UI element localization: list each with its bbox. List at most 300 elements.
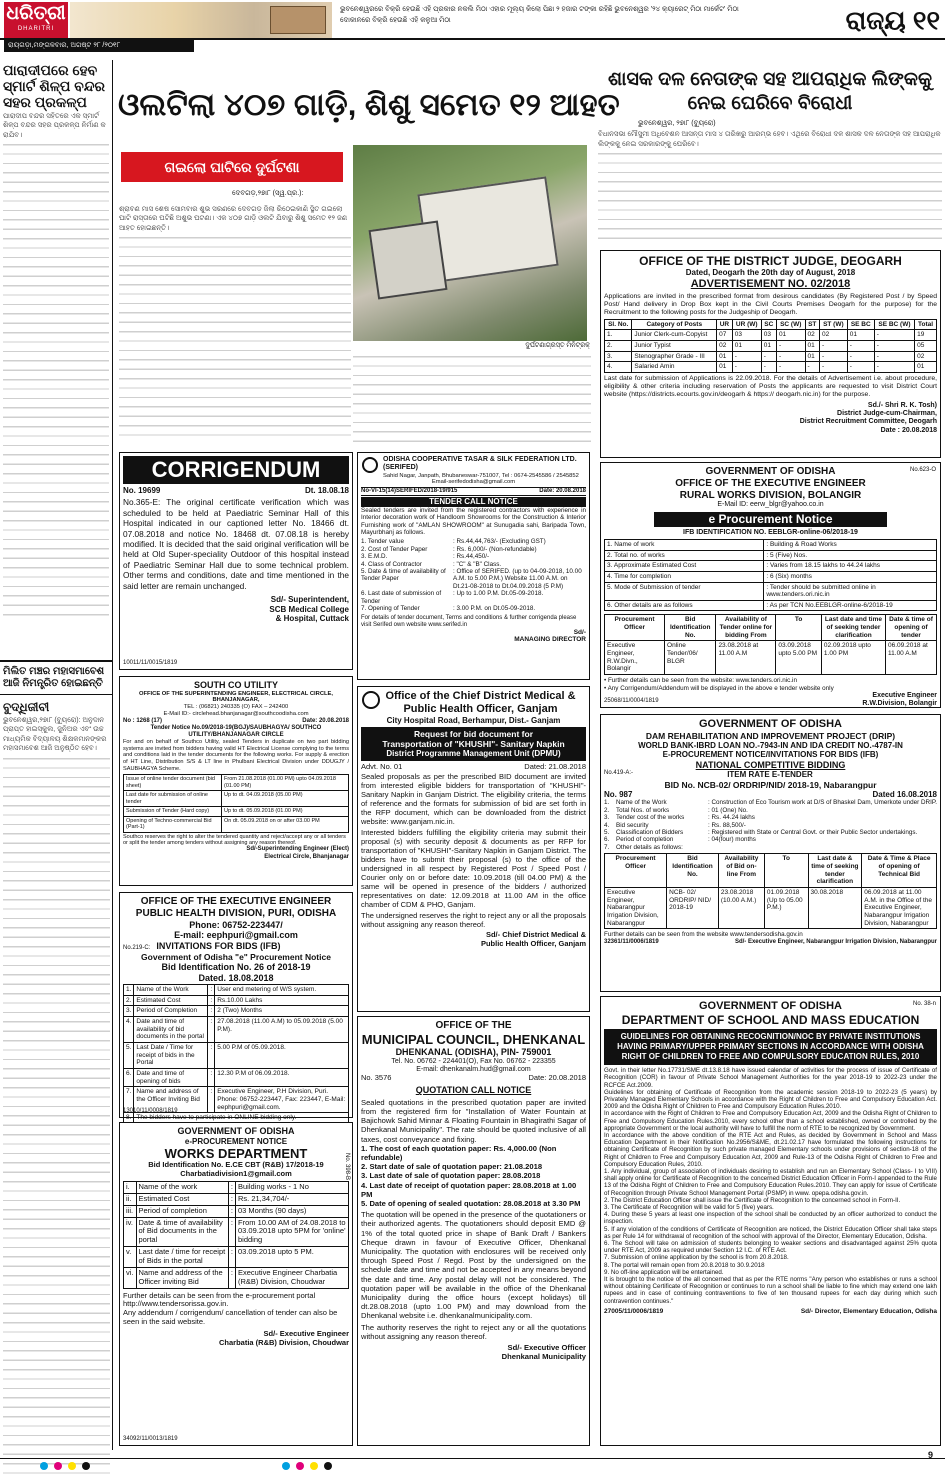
left-body-1-filler — [3, 140, 109, 620]
cell: : — [208, 1087, 215, 1113]
puri-title-2: PUBLIC HEALTH DIVISION, PURI, ODISHA — [135, 907, 337, 919]
cell: 19 — [915, 330, 937, 341]
left-body-3-lead: ଭୁବନେଶ୍ୱର,୨୭ା୮ (ବ୍ୟୁରୋ): ଅନୁଦାନପ୍ରାପ୍ତ ହାଇସ୍କୁଲ, ଜୁନିଅର ଏବଂ ଉଚ୍ଚ ମାଧ୍ୟମିକ ବିଦ୍ୟାଳୟ ଶିକ୍ଷକମାନଙ୍କର ମହାସମାବେଶ ଆଜି ଅନୁଷ୍ଠିତ ହେବ। — [3, 717, 107, 753]
southco-sign-2: Electrical Circle, Bhanjanagar — [264, 853, 349, 860]
dj-table — [604, 319, 937, 373]
reg-dot-c — [40, 1462, 48, 1470]
wd-sub: e-PROCUREMENT NOTICE — [184, 1136, 288, 1146]
wd-p1: Further details can be seen from the e-procurement portal http://www.tendersorissa.gov.in. — [123, 1290, 316, 1309]
cell: : Building & Road Works — [764, 539, 937, 550]
drip-table — [604, 853, 937, 929]
cell: 02 — [717, 340, 733, 351]
lead-body-filler — [119, 233, 351, 438]
table-row — [124, 791, 349, 807]
cell: - — [776, 340, 805, 351]
drip-row-no: 1. — [604, 799, 610, 807]
puri-bid: Bid Identification No. 26 of 2018-19 — [161, 961, 311, 972]
dj-sign-4: Date : 20.08.2018 — [880, 426, 937, 434]
dk-no: No. 3576 — [361, 1073, 392, 1083]
dj-adv: ADVERTISEMENT NO. 02/2018 — [690, 277, 851, 290]
left-divider-2 — [0, 694, 113, 695]
cell: Stenographer Grade - III — [632, 351, 717, 362]
serifed-row-label: 6. Last date of submission of Tender — [361, 590, 442, 605]
cell: : 6 (Six) months — [764, 571, 937, 582]
dk-sign-1: Sd/- Executive Officer — [507, 1342, 586, 1352]
cell: 4. — [124, 1017, 134, 1043]
table-row — [605, 340, 937, 351]
drip-ad — [600, 714, 941, 992]
puri-email: E-mail: eephpuri@gmail.com — [174, 930, 298, 941]
drip-row-no: 2. — [604, 806, 610, 814]
table-row — [124, 775, 349, 791]
dj-col: ST — [805, 319, 819, 330]
cell: 02.09.2018 upto 1.00 PM — [821, 641, 885, 675]
serifed-title: TENDER CALL NOTICE — [361, 497, 586, 506]
rw-banner: e Procurement Notice — [654, 512, 887, 527]
table-row — [605, 539, 937, 550]
wd-gov: GOVERNMENT OF ODISHA — [177, 1126, 295, 1136]
dj-col: UR — [717, 319, 733, 330]
page-number: 9 — [928, 1450, 934, 1460]
lead-body — [119, 205, 351, 441]
cell: Name of the work — [136, 1182, 228, 1194]
drip-row-label: Classification of Bidders — [616, 829, 684, 837]
serifed-row-value: : Rs.44,450/- — [453, 553, 490, 561]
serifed-row — [361, 561, 586, 568]
lead-kicker-text: ଗଇଲୋ ଘାଟିରେ ଦୁର୍ଘଟଣା — [164, 159, 300, 175]
cell: : As per TCN No.EEBLGR-online-6/2018-19 — [764, 600, 937, 611]
cell: : 5 (Five) Nos. — [764, 550, 937, 561]
right-story-dateline: ଭୁବନେଶ୍ୱର, ୨୭ା୮ (ବ୍ୟୁରୋ) — [638, 120, 716, 127]
drip-row-no: 3. — [604, 814, 610, 822]
dk-p1: The quotation will be opened in the presence of the quotationers or their authorized agents. The quotationers should deposit EMD @ 1% of the total quoted price in shape of Bank Draft / Bankers Cheque drawn in favour of Executive Officer, Dhenkanal Municipality. The quotation with enclosures will be received only through Speed Post / Regd. Post by the undersigned on the schedule date and time and not be accepted in any means beyond the date and time. Any postal delay will not be considered. The quotation paper will be available in the office of the Dhenkanal Municipality during the office hours (except holidays) till dt.28.08.2018 (upto 1.00 PM) and may download from the Dhenkanal website i.e. dhenkanalmunicipality.com. — [361, 1210, 587, 1321]
drip-row-label: Name of the Work — [616, 799, 667, 807]
logo — [4, 2, 68, 38]
left-body-1 — [0, 112, 112, 620]
rw-code: 25068/11/0004/1819 — [604, 697, 659, 704]
cdmo-dated: Dated: 21.08.2018 — [524, 761, 586, 771]
wd-sign-2: Charbatia (R&B) Division, Choudwar — [218, 1337, 349, 1347]
puri-gov: Government of Odisha "e" Procurement Notice — [141, 951, 331, 962]
drip-row-label: Tender cost of the works — [616, 814, 685, 822]
cell: - — [776, 362, 805, 373]
cell: 07 — [717, 330, 733, 341]
cdmo-p3: The undersigned reserves the right to reject any or all the proposals without assigning any reason thereof. — [361, 910, 586, 929]
wd-code: 34092/11/0013/1819 — [123, 1435, 178, 1442]
list-item: 2. The District Education Officer shall issue the Certificate of Recognition to the concerned school in Form-II. — [604, 1196, 901, 1204]
reg-dot-k — [82, 1462, 90, 1470]
drip-t1: DAM REHABILITATION AND IMPROVEMENT PROJECT (DRIP) — [645, 730, 896, 741]
cdmo-logo-icon — [362, 691, 380, 709]
dj-col: SC — [761, 319, 776, 330]
serifed-row-label: 2. Cost of Tender Paper — [361, 545, 428, 553]
cell: : — [228, 1217, 235, 1247]
drip-row-value: : Rs. 44.24 lakhs — [708, 814, 755, 822]
puri-phone: Phone: 06752-223447/ — [189, 919, 283, 930]
cell: Date and time of availability of bid documents in the portal — [134, 1017, 208, 1043]
table-row — [124, 807, 349, 816]
dj-sign-1: Sd./- Shri R. K. Tosh) — [867, 401, 937, 409]
cell: : — [208, 1006, 215, 1017]
cell: 12.30 P.M of 06.09.2018. — [215, 1069, 349, 1087]
wd-email: Charbatiadivision1@gmail.com — [180, 1169, 292, 1179]
table-row — [605, 362, 937, 373]
rw-ifb: IFB IDENTIFICATION NO. EEBLGR-online-06/2018-19 — [683, 528, 858, 536]
cell: - — [847, 340, 874, 351]
rw-email: E-Mail ID: eerw_blgr@yahoo.co.in — [717, 501, 824, 509]
southco-office: OFFICE OF THE SUPERINTENDING ENGINEER, ELECTRICAL CIRCLE, BHANJANAGAR, — [138, 690, 334, 704]
se-p3: In accordance with the Right of Children to Free and Compulsory Education Act, 2009 and the Odisha Right of Children to Free and Compulsory Education Rules.2010, every school other than a school established, owned or controlled by the appropriate Government or the local authority will have to fulfill the norm of RTE to be recognized by Government. — [604, 1110, 937, 1132]
drip-t4: NATIONAL COMPETITIVE BIDDING — [695, 759, 846, 770]
puri-code: 13010/11/0008/1819 — [123, 1107, 178, 1114]
masthead-photo — [70, 2, 332, 38]
phd-puri-ad — [119, 892, 353, 1122]
southco-email: E-Mail ID:- circlehead.bhanjanagar@southcoodisha.com — [163, 711, 309, 718]
dj-col: ST (W) — [819, 319, 847, 330]
dj-col: SE BC — [847, 319, 874, 330]
cell: - — [761, 362, 776, 373]
cdmo-p1: Sealed proposals as per the prescribed BID document are invited from interested eligible bidders for transportation of "KHUSHI"-Sanitary Napkin in Ganjam District. The eligibility criteria, the terms of reference and the formats for submission of bid are set forth in the RFP document, which can be downloaded from the district website: www.ganjam.nic.in. — [361, 771, 586, 826]
puri-ifb-line — [123, 941, 349, 952]
cdmo-banner — [361, 727, 586, 760]
cell: Date & time of opening of tender — [886, 615, 937, 641]
masthead — [0, 0, 945, 40]
serifed-ad — [357, 452, 590, 680]
cell: vi. — [124, 1267, 137, 1288]
serifed-row-label: 3. E.M.D. — [361, 553, 388, 561]
se-code: 27005/11/0006/1819 — [604, 1307, 664, 1315]
lead-headline: ଓଲଟିଲା ୪୦୭ ଗାଡ଼ି, ଶିଶୁ ସମେତ ୧୨ ଆହତ — [118, 87, 620, 122]
cell: Bid Identification No. — [665, 615, 716, 641]
left-body-3-filler — [3, 754, 110, 1474]
cell: Procurement Officer — [605, 854, 667, 888]
cell: 01 — [717, 351, 733, 362]
cell: 27.08.2018 (11.00 A.M) to 05.09.2018 (5.00 P.M). — [215, 1017, 349, 1043]
drip-ref — [604, 790, 937, 799]
serifed-email: Email-serifedodisha@gmail.com — [431, 479, 516, 486]
drip-row-label: Period of completion — [616, 836, 674, 844]
drip-no: No.419-A:- — [604, 770, 634, 777]
drip-code: 32361/11/0006/1819 — [604, 938, 659, 945]
cell: Salaried Amin — [632, 362, 717, 373]
rw-div: RURAL WORKS DIVISION, BOLANGIR — [679, 489, 862, 501]
cell: Bid Identification No. — [667, 854, 719, 888]
serifed-row-label: 5. Date & time of availability of Tender Paper — [361, 568, 446, 583]
corrigendum-sign-2: SCB Medical College — [269, 604, 349, 614]
drip-row — [604, 822, 937, 829]
drip-dated: Dated 16.08.2018 — [872, 789, 937, 799]
southco-date: Date: 20.08.2018 — [302, 717, 349, 724]
cell: - — [819, 340, 847, 351]
se-gov: GOVERNMENT OF ODISHA — [698, 1000, 842, 1012]
drip-sign-line — [604, 939, 937, 946]
cell: Date & time of availability of Bid documents in the portal — [136, 1217, 228, 1247]
list-item: 3. The Certificate of Recognition will be valid for 5 (five) years. — [604, 1203, 774, 1211]
drip-row — [604, 807, 937, 814]
cell: Rs. 21,34,704/- — [236, 1193, 349, 1205]
puri-table — [123, 984, 349, 1124]
serifed-row-value: : Rs.44,44,763/- (Excluding GST) — [453, 538, 546, 546]
se-p4: In accordance with the above condition of the RTE Act and Rules, as decided by Government in School and Mass Education Department in their Notification No.2956/S&ME, dt.21.02.17 have formulated the following instructions for obtaining Certificate of Recognition by such private managed Elementary schools under provisions of section-18 of the Right of Children to Free and Compulsory Education Act, 2009 and Rule-13 of the Odisha Right of Children to Free and Compulsory Education Rules, 2010. — [604, 1131, 937, 1168]
list-item: 8. The portal will remain open from 20.8.2018 to 30.9.2018 — [604, 1261, 765, 1269]
cdmo-ad — [357, 686, 590, 1012]
cdmo-adv: Advt. No. 01 — [361, 761, 403, 771]
cell: v. — [124, 1247, 137, 1268]
masthead-teaser: ଭୁବନେଶ୍ୱରରେ ବିକ୍ରି ହେଉଛି ଏହି ପ୍ରକାର ନକଲି ମିଠା ଏହାର ମୂଲ୍ୟ କିଲୋ ପିଛା ୨ ହଜାର ଟଙ୍କା ରହିଛି ଭୁବନେଶ୍ୱର '୨୪ କ୍ୟାରେଟ୍ ମିଠା ମାର୍କେଟ' ମିଠା ଦୋକାନରେ ବିକ୍ରି ହେଉଛି ଏହି କଳୁଆ ମିଠା — [340, 6, 739, 24]
serifed-row — [361, 538, 586, 545]
corrigendum-dt: Dt. 18.08.18 — [304, 486, 349, 495]
cdmo-sign-2: Public Health Officer, Ganjam — [480, 938, 586, 948]
cell: 6. — [124, 1069, 134, 1087]
table-row — [124, 1205, 349, 1217]
cell: 01 — [732, 340, 761, 351]
cell: Last Date / Time for receipt of bids in the Portal — [134, 1043, 208, 1069]
cell: - — [874, 351, 914, 362]
table-row — [124, 995, 349, 1006]
table-row — [124, 985, 349, 996]
list-item: 2. Start date of sale of quotation paper: 21.08.2018 — [361, 1162, 543, 1172]
cell: - — [819, 351, 847, 362]
cdmo-ref — [361, 763, 586, 772]
table-row — [124, 1193, 349, 1205]
list-item: 7. Submission of online application by the school is from 20.8.2018. — [604, 1254, 789, 1262]
cell: : — [208, 985, 215, 996]
cell: 03.09.2018 upto 5 PM. — [236, 1247, 349, 1268]
left-head-3: ବୁଦ୍ଧିଜୀବୀ — [3, 700, 50, 714]
cell: Building works - 1 No — [236, 1182, 349, 1194]
dk-addr: DHENKANAL (ODISHA), PIN- 759001 — [395, 1047, 552, 1058]
cell: 02 — [915, 351, 937, 362]
serifed-org: ODISHA COOPERATIVE TASAR & SILK FEDERATION LTD. (SERIFED) — [383, 456, 577, 472]
se-p1: Govt. in their letter No.17731/SME dt.13.8.18 have issued calendar of activities for the process of issue of Certificate of Recognition (COR) in favour of Private School Management Authorities for the year 2018-19 to 2022-23 under the RCFCE Act.2009. — [604, 1067, 937, 1089]
cell: i. — [124, 1182, 137, 1194]
drip-no2: No. 987 — [604, 789, 633, 799]
southco-no: No : 1268 (17) — [123, 717, 163, 724]
southco-title: SOUTH CO UTILITY — [194, 680, 278, 690]
logo-text: ଧରିତ୍ରୀ — [6, 3, 66, 24]
wd-title: WORKS DEPARTMENT — [164, 1146, 308, 1162]
lead-photo — [353, 145, 587, 341]
southco-sign-1: Sd/-Superintending Engineer (Elect) — [246, 846, 349, 853]
cell: 06.09.2018 at 11.00 A.M — [886, 641, 937, 675]
cell: 5. — [124, 1043, 134, 1069]
table-row — [605, 571, 937, 582]
cell: 1. — [124, 985, 134, 996]
drip-row — [604, 836, 937, 843]
cell: 2. — [124, 995, 134, 1006]
table-row — [124, 1247, 349, 1268]
cell: 01 — [805, 351, 819, 362]
southco-ref — [123, 718, 349, 725]
cell: 3. Approximate Estimated Cost — [605, 561, 764, 572]
rural-works-ad — [600, 462, 941, 708]
southco-note: Southco reserves the right to alter the tendered quantity and reject/accept any or all tenders or split the tender among tenders without assigning any reason thereof. — [123, 833, 346, 846]
left-body-3 — [3, 716, 110, 1474]
list-item: 6. The School will take on admission of students belonging to weaker sections and disadvantaged against 25% quota under RTE Act, 2009 as required under Section 12 I.C. of RTE Act. — [604, 1240, 937, 1255]
southco-tel: TEL : (06821) 240335 (O) FAX – 242400 — [183, 704, 289, 711]
list-item: 9. No off-line application will be entertained. — [604, 1268, 724, 1276]
cell: 2. Total no. of works — [605, 550, 764, 561]
serifed-logo-icon — [362, 457, 378, 473]
cell: To — [764, 854, 808, 888]
cell: - — [819, 362, 847, 373]
section-name: ରାଜ୍ୟ ୧୧ — [845, 5, 940, 35]
left-head-2: ମିଲିତ ମଞ୍ଚର ମହାସମାବେଶ ଆଜି ନିମନ୍ତ୍ରିତ ହୋଇଛନ୍ତି — [3, 666, 105, 689]
cell: Estimated Cost — [134, 995, 208, 1006]
drip-row — [604, 844, 937, 851]
rw-table-1 — [604, 539, 937, 612]
list-item: 1. The cost of each quotation paper: Rs. 4,000.00 (Non refundable) — [361, 1143, 557, 1162]
cell: 03 — [761, 330, 776, 341]
cell: - — [732, 351, 761, 362]
puri-no: No.219-C: — [123, 944, 151, 951]
serifed-row-label: 1. Tender value — [361, 538, 404, 546]
dhenkanal-ad — [357, 1016, 590, 1446]
cell: : Varies from 18.15 lakhs to 44.24 lakhs — [764, 561, 937, 572]
cell: 30.08.2018 — [808, 887, 862, 928]
cell: Name and address of the Officer Inviting Bid — [134, 1087, 208, 1113]
cell: : — [208, 995, 215, 1006]
puri-title-1: OFFICE OF THE EXECUTIVE ENGINEER — [140, 896, 332, 907]
serifed-row-value: : Up to 1.00 P.M. Dt.05-09-2018. — [453, 590, 544, 598]
list-item: 5. Date of opening of sealed quotation: 28.08.2018 at 3.30 PM — [361, 1198, 581, 1208]
cell: : — [228, 1193, 235, 1205]
cell: : — [208, 1069, 215, 1087]
rw-sign-2: R.W.Division, Bolangir — [862, 700, 937, 708]
cell: Name and address of the Officer inviting Bid — [136, 1267, 228, 1288]
list-item: 4. During these 5 years at least one inspection of the school shall be conducted by an officer authorized to conduct the inspection. — [604, 1211, 937, 1226]
left-divider-1 — [0, 660, 113, 662]
reg-dot-m2 — [296, 1462, 304, 1470]
se-items — [604, 1168, 937, 1276]
cell: Rs.10.00 Lakhs — [215, 995, 349, 1006]
cell: From 21.08.2018 (01.00 PM) upto 04.09.2018 (01.00 PM) — [222, 775, 349, 791]
cell: : — [208, 1043, 215, 1069]
se-p2: Guidelines for obtaining of Certificate of Recognition from the academic session 2018-19 to 2022-23 (5 years) by Privately Managed Elementary Schools in accordance with the Right of Children to Free and Compulsory Education Act. 2009 and the Odisha Right of Children to Free and Compulsory Education Rules.2010. — [604, 1088, 937, 1111]
cdmo-sign-1: Sd/- Chief District Medical & — [485, 929, 586, 939]
wd-p2: Any addendum / corrigendum/ cancellation of tender can also be seen in the said website. — [123, 1308, 338, 1327]
rw-no: No.623-O — [909, 467, 936, 473]
serifed-intro: Sealed tenders are invited from the registered contractors with experience in Interior decoration work of Handloom Showrooms for the Construction & Interior Furnishing work of "AMLAN SHOWROOM" at Sunugadia sahi, Baripada Town, Mayurbhanj as follows. — [361, 506, 586, 536]
cell: - — [761, 351, 776, 362]
right-story-filler — [598, 149, 942, 239]
dk-heading: QUOTATION CALL NOTICE — [415, 1085, 532, 1096]
lead-dateline: ଦେବଗଡ଼,୨୭ା୮ (ସ୍ୱ.ପ୍ର.): — [232, 190, 304, 197]
serifed-row — [361, 590, 586, 605]
drip-row-no: 6. — [604, 836, 610, 844]
dk-ref — [361, 1074, 586, 1083]
serifed-row-value: : Rs. 6,000/- (Non-refundable) — [453, 545, 537, 553]
dj-col: Total — [915, 319, 937, 330]
cell: On dt. 05.09.2018 on or after 03.00 PM — [222, 816, 349, 832]
serifed-ref: No-VI-15(14)SERIFED/2018-19/915 — [361, 488, 458, 495]
drip-sign: Sd/- Executive Engineer, Nabarangpur Irrigation Division, Nabarangpur — [734, 938, 937, 945]
cell: Junior Typist — [632, 340, 717, 351]
dj-col: Sl. No. — [605, 319, 632, 330]
cell: 6. Other details are as follows — [605, 600, 764, 611]
reg-dot-c2 — [282, 1462, 290, 1470]
cell: Online Tender/06/ BLGR — [665, 641, 716, 675]
cell: Estimated Cost — [136, 1193, 228, 1205]
serifed-row — [361, 605, 586, 612]
se-sign: Sd/- Director, Elementary Education, Odisha — [800, 1307, 937, 1315]
truck-cab-icon — [368, 220, 447, 299]
cell: Period of completion — [136, 1205, 228, 1217]
cell: User end metering of W/S system. — [215, 985, 349, 996]
southco-tn: Tender Notice No.09/2018-19(BGJ)/SAUBHAGYA/ SOUTHCO UTILITY/BHANJANAGAR CIRCLE — [150, 725, 322, 739]
corrigendum-body: No.365-E: The original certificate verification which was scheduled to be held at Paediatric Seminar Hall of this Hospital indicated in our captioned letter No. 18466 dt. 07.08.2018 and notice No. 18468 dt. 07.08.18 is hereby modified. It is decided that the said original verification will be held at Old Super-speciality Outdoor of this hospital instead of Paediatric Seminar Hall due to some technical problem. Other terms and conditions, date and time mentioned in the said letter are remain unchanged. — [123, 497, 349, 591]
cell: 5. Mode of Submission of tender — [605, 582, 764, 600]
corrigendum-sign-3: & Hospital, Cuttack — [275, 613, 349, 623]
cell: Date and time of opening of bids — [134, 1069, 208, 1087]
right-story-headline: ଶାସକ ଦଳ ନେତାଙ୍କ ସହ ଆପରାଧିକ ଲିଙ୍କକୁ ନେଇ ଘେରିବେ ବିରୋଧୀ — [608, 69, 932, 114]
se-banner: GUIDELINES FOR OBTAINING RECOGNITION/NOC BY PRIVATE INSTITUTIONS HAVING PRIMARY/UPPER PRIMARY SECTIONS IN ACCORDANCE WITH ODISHA RIGHT OF CHILDREN TO FREE AND COMPULSORY EDUCATION RULES, 2010 — [604, 1029, 937, 1065]
list-item: 5. If any violation of the conditions of Certificate of Recognition are noticed, the District Education Officer shall take steps as per Rule 14 for withdrawal of recognition of the school with approval of the Director, Elementary Education, Odisha. — [604, 1225, 937, 1240]
rw-gov: GOVERNMENT OF ODISHA — [705, 466, 836, 477]
cell: 7. — [124, 1087, 134, 1113]
wd-table — [123, 1181, 349, 1288]
table-row — [124, 1017, 349, 1043]
drip-row-value: : 04(four) months — [708, 836, 756, 844]
serifed-date: Date: 20.08.2018 — [539, 488, 586, 495]
cell: 01 — [915, 362, 937, 373]
serifed-rows — [361, 538, 586, 612]
cell: 01 — [805, 340, 819, 351]
drip-row-value: : Registered with State or Central Govt. or their Public Sector undertakings. — [708, 829, 918, 837]
cell: : — [228, 1247, 235, 1268]
cell: 01 — [776, 330, 805, 341]
dj-intro: Applications are invited in the prescribed format from desirous candidates (By Registered Post / by Speed Post/ Hand delivery in Drop Box kept in the Civil Courts Premises Deogarh for the purpose) for the Recruitment to the following posts for the Judgeship of Deogarh. — [604, 292, 937, 316]
cell: Up to dt. 05.09.2018 (01.00 PM) — [222, 807, 349, 816]
cell: 02 — [819, 330, 847, 341]
corrigendum-ref — [123, 486, 349, 495]
cell: - — [874, 362, 914, 373]
reg-dot-y2 — [310, 1462, 318, 1470]
dj-col: UR (W) — [732, 319, 761, 330]
drip-row-label: Bid security — [616, 821, 649, 829]
table-row — [124, 1069, 349, 1087]
cell: Availability of Bid on-line From — [718, 854, 764, 888]
southco-ad — [119, 676, 353, 886]
serifed-row-value: : Office of SERIFED. (up to 04-09-2018, 10.00 A.M. to 5.00 P.M.) Website 11.00 A.M. on Dt.21-08-2018 to Dt.04.09.2018 (5 P.M) — [453, 568, 582, 590]
works-dept-ad — [119, 1122, 353, 1446]
drip-row — [604, 829, 937, 836]
cell: Junior Clerk-cum-Copyist — [632, 330, 717, 341]
drip-t3: E-PROCUREMENT NOTICE/INVITATIONS FOR BIDS (IFB) — [662, 750, 879, 760]
cell: NCB- 02/ ORDRIP/ NID/ 2018-19 — [667, 887, 719, 928]
cell: 01 — [761, 340, 776, 351]
cell: - — [874, 330, 914, 341]
serifed-row-value: : 3.00 P.M. on Dt.05-09-2018. — [453, 605, 536, 613]
drip-row-value: : Rs. 88,500/- — [708, 821, 746, 829]
table-row — [124, 1217, 349, 1247]
cell: Issue of online tender document (bid sheet) — [124, 775, 222, 791]
sweet-box-icon — [270, 6, 326, 34]
rw-note-2: • Any Corrigendum/Addendum will be displayed in the above e tender website only — [604, 684, 834, 692]
cell: 3. — [605, 351, 632, 362]
cdmo-p2: Interested bidders fulfilling the eligibility criteria may submit their proposal (s) with security deposit & documents as per RFP for transportation of "KHUSHI"-Sanitary Napkin in Ganjam District. The bidders have to submit their proposal (s) to the office of the undersigned in all respect by Registered Post / Speed Post / Courier only on or before date: 10.09.2018 (till 04.00 PM) & the same will be opened in presence of the bidders / authorized representatives on date: 12.09.2018 at 11.00 AM in the office chamber of CDM & PHO, Ganjam. — [361, 827, 586, 909]
drip-rows — [604, 799, 937, 851]
drip-gov: GOVERNMENT OF ODISHA — [698, 718, 842, 730]
cell: : — [228, 1267, 235, 1288]
left-column — [0, 60, 113, 1450]
table-row — [605, 550, 937, 561]
cell: Submission of Tender (Hard copy) — [124, 807, 222, 816]
dk-intro: Sealed quotations in the prescribed quotation paper are invited from the registered firm for "Installation of Water Fountain at Bajichowk Sahid Minnar & Floating Fountain in Bhagirathi Sagar of Dhenkanal Municipality". The rate should be quoted inclusive of all taxes, cost conveyance and fixing. — [361, 1097, 586, 1144]
se-title: DEPARTMENT OF SCHOOL AND MASS EDUCATION — [621, 1012, 920, 1027]
cell: 1. — [605, 330, 632, 341]
dj-col: SE BC (W) — [874, 319, 914, 330]
